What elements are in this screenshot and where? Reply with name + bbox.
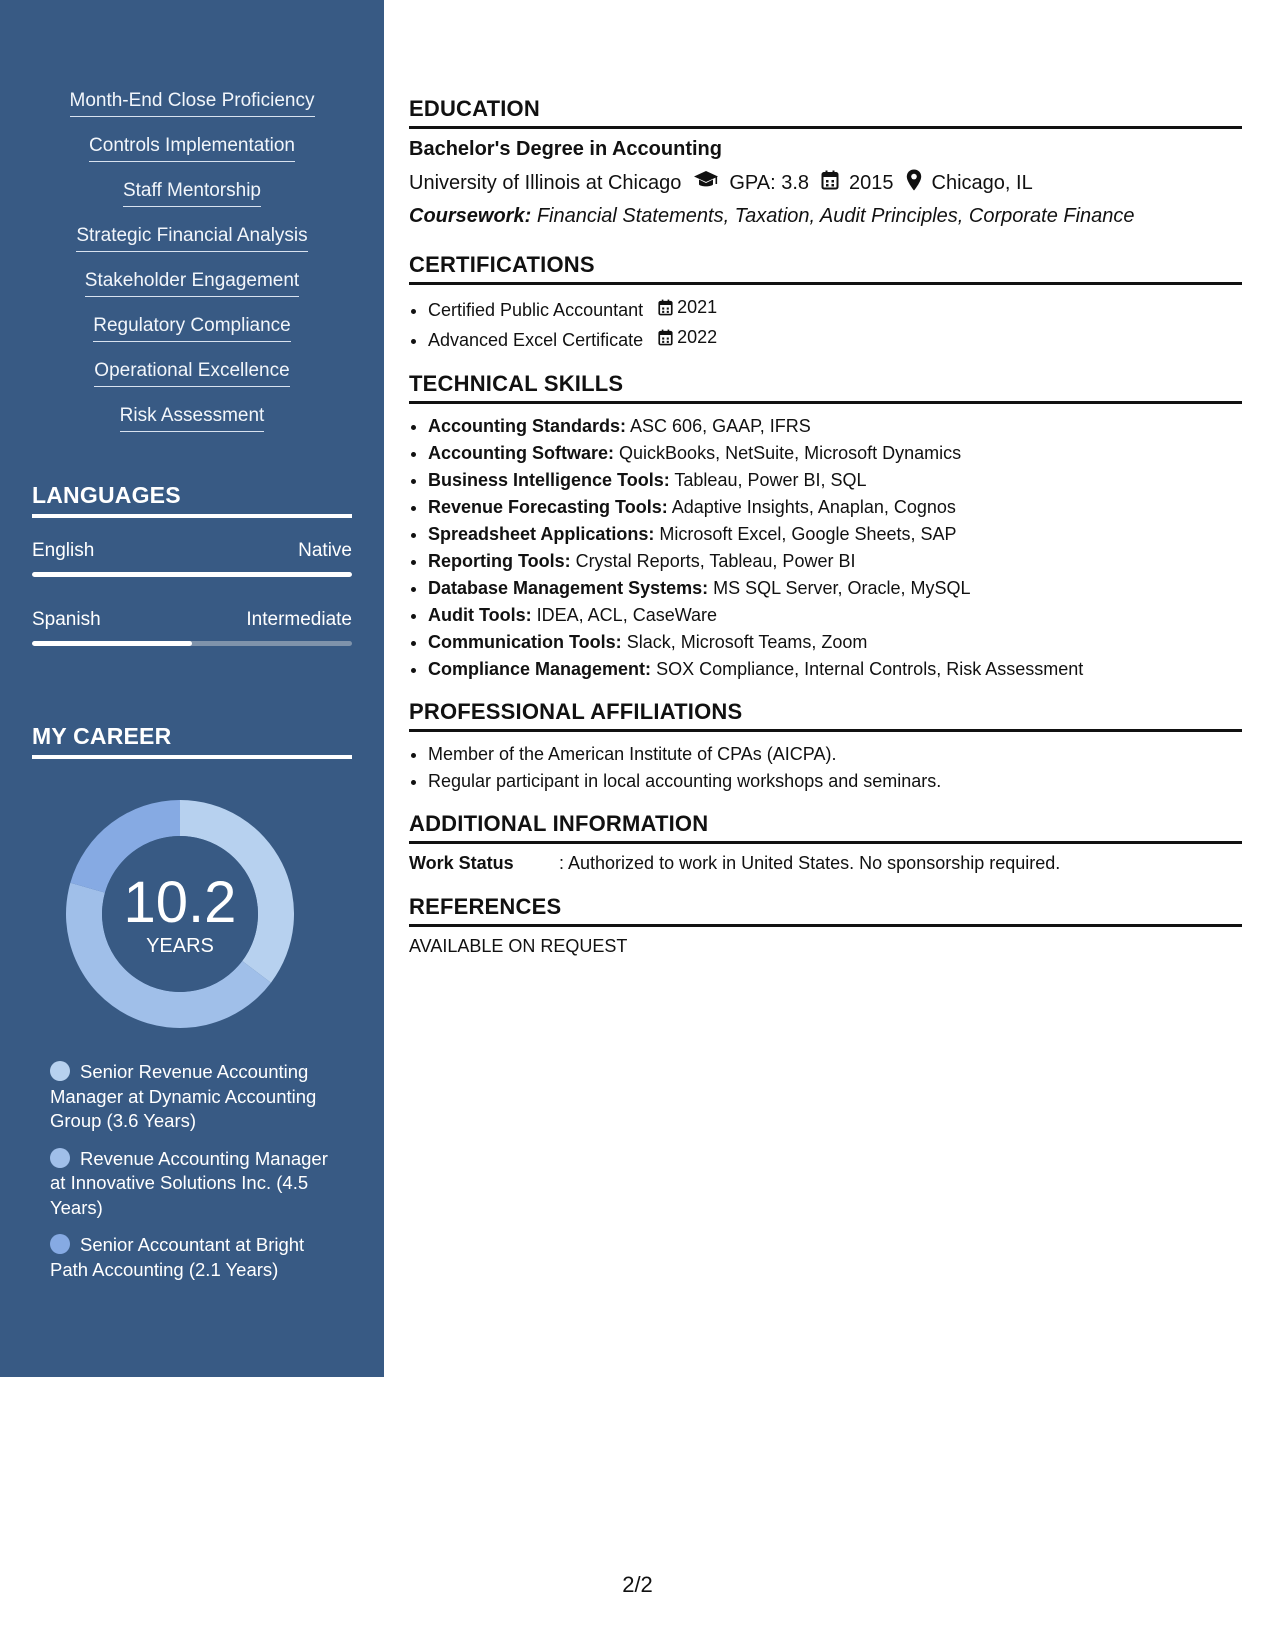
career-dot-icon	[50, 1061, 70, 1081]
education-details	[409, 169, 1242, 197]
skill-item: Staff Mentorship	[123, 177, 261, 222]
technical-skill-item: • Reporting Tools: Crystal Reports, Tableau, Power BI	[428, 548, 1242, 575]
certification-item: • Advanced Excel Certificate 2022	[428, 324, 1242, 354]
main-content	[409, 96, 1242, 957]
calendar-icon	[821, 170, 839, 196]
education-location: Chicago, IL	[931, 171, 1033, 194]
language-bar-fill	[32, 572, 352, 577]
technical-skill-item: • Compliance Management: SOX Compliance, Internal Controls, Risk Assessment	[428, 656, 1242, 683]
certifications-list	[409, 294, 1242, 354]
career-dot-icon	[50, 1234, 70, 1254]
language-level: Intermediate	[246, 609, 352, 630]
skill-item: Risk Assessment	[120, 402, 265, 447]
language-bar	[32, 572, 352, 577]
technical-skill-item: • Communication Tools: Slack, Microsoft Teams, Zoom	[428, 629, 1242, 656]
affiliations-list	[409, 741, 1242, 795]
skill-item: Regulatory Compliance	[93, 312, 291, 357]
language-name: English	[32, 540, 95, 561]
certification-year: 2021	[677, 297, 718, 317]
certifications-heading: CERTIFICATIONS	[409, 252, 1242, 285]
language-bar-fill	[32, 641, 192, 646]
certification-year: 2022	[677, 327, 718, 347]
certification-item: • Certified Public Accountant 2021	[428, 294, 1242, 324]
skill-item: Controls Implementation	[89, 132, 295, 177]
skill-item: Operational Excellence	[94, 357, 289, 402]
language-row	[32, 540, 352, 562]
work-status-value: : Authorized to work in United States. No sponsorship required.	[559, 853, 1061, 873]
location-pin-icon	[906, 169, 922, 197]
affiliation-item: • Regular participant in local accounting workshops and seminars.	[428, 768, 1242, 795]
language-row	[32, 609, 352, 631]
page-number: 2/2	[622, 1572, 653, 1597]
additional-info-heading: ADDITIONAL INFORMATION	[409, 811, 1242, 844]
technical-skill-item: • Audit Tools: IDEA, ACL, CaseWare	[428, 602, 1242, 629]
career-dot-icon	[50, 1148, 70, 1168]
technical-skill-item: • Revenue Forecasting Tools: Adaptive Insights, Anaplan, Cognos	[428, 494, 1242, 521]
references-heading: REFERENCES	[409, 894, 1242, 927]
gpa: GPA: 3.8	[729, 171, 810, 194]
skill-item: Stakeholder Engagement	[85, 267, 299, 312]
languages-heading: LANGUAGES	[32, 482, 352, 518]
degree-title: Bachelor's Degree in Accounting	[409, 138, 722, 160]
technical-skills-list	[409, 413, 1242, 683]
graduation-cap-icon	[693, 170, 719, 196]
technical-skills-heading: TECHNICAL SKILLS	[409, 371, 1242, 404]
school-name: University of Illinois at Chicago	[409, 171, 682, 194]
career-total-unit: YEARS	[146, 934, 214, 957]
skill-item: Month-End Close Proficiency	[70, 87, 315, 132]
career-item: Senior Revenue Accounting Manager at Dynamic Accounting Group (3.6 Years)	[50, 1061, 317, 1131]
career-donut	[66, 800, 294, 1028]
coursework-label: Coursework:	[409, 205, 532, 227]
work-status-row	[409, 853, 1242, 874]
calendar-icon	[658, 329, 673, 346]
career-donut-center	[66, 800, 294, 1028]
coursework	[409, 205, 1242, 228]
technical-skill-item: • Business Intelligence Tools: Tableau, Power BI, SQL	[428, 467, 1242, 494]
technical-skill-item: • Database Management Systems: MS SQL Server, Oracle, MySQL	[428, 575, 1242, 602]
language-level: Native	[298, 540, 352, 561]
coursework-list: Financial Statements, Taxation, Audit Principles, Corporate Finance	[536, 205, 1135, 227]
career-heading: MY CAREER	[32, 723, 352, 759]
career-item: Revenue Accounting Manager at Innovative Solutions Inc. (4.5 Years)	[50, 1147, 328, 1218]
language-name: Spanish	[32, 609, 101, 630]
career-item: Senior Accountant at Bright Path Accounting (2.1 Years)	[50, 1234, 305, 1280]
skills-list	[0, 87, 384, 447]
sidebar	[0, 0, 384, 1377]
career-list	[50, 1060, 340, 1295]
technical-skill-item: • Accounting Software: QuickBooks, NetSuite, Microsoft Dynamics	[428, 440, 1242, 467]
calendar-icon	[658, 299, 673, 316]
affiliations-heading: PROFESSIONAL AFFILIATIONS	[409, 699, 1242, 732]
affiliation-item: • Member of the American Institute of CPAs (AICPA).	[428, 741, 1242, 768]
education-heading: EDUCATION	[409, 96, 1242, 129]
technical-skill-item: • Spreadsheet Applications: Microsoft Excel, Google Sheets, SAP	[428, 521, 1242, 548]
language-bar	[32, 641, 352, 646]
references-text: AVAILABLE ON REQUEST	[409, 936, 628, 956]
skill-item: Strategic Financial Analysis	[76, 222, 307, 267]
career-total-years: 10.2	[123, 869, 237, 935]
work-status-label: Work Status	[409, 853, 514, 873]
technical-skill-item: • Accounting Standards: ASC 606, GAAP, IFRS	[428, 413, 1242, 440]
graduation-year: 2015	[849, 171, 894, 194]
